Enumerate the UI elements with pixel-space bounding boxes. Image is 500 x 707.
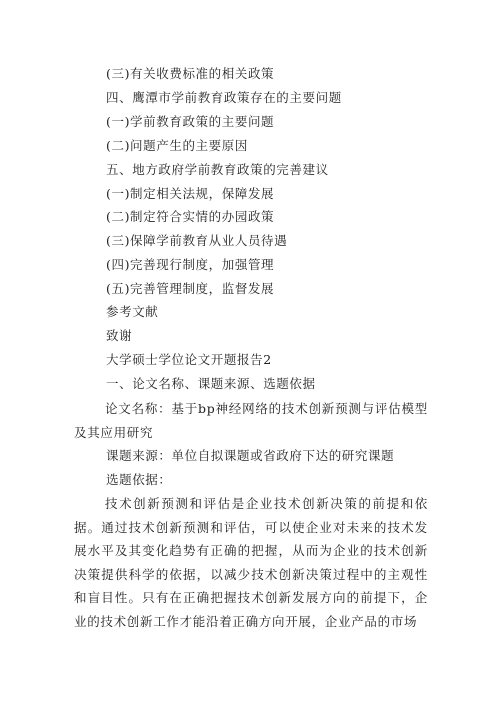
topic-source-line: 课题来源：单位自拟课题或省政府下达的研究课题 bbox=[106, 448, 395, 463]
outline-item: (三)有关收费标准的相关政策 bbox=[106, 66, 275, 81]
report-title: 大学硕士学位论文开题报告2 bbox=[106, 352, 272, 367]
topic-basis-label: 选题依据： bbox=[106, 472, 172, 487]
outline-item: (一)学前教育政策的主要问题 bbox=[106, 114, 275, 129]
outline-item: (一)制定相关法规，保障发展 bbox=[106, 186, 275, 201]
thesis-title-paragraph: 论文名称：基于bp神经网络的技术创新预测与评估模型及其应用研究 bbox=[74, 401, 428, 440]
outline-section-heading: 五、地方政府学前教育政策的完善建议 bbox=[106, 162, 329, 177]
acknowledgements-heading: 致谢 bbox=[106, 328, 133, 343]
section-heading: 一、论文名称、课题来源、选题依据 bbox=[106, 376, 316, 391]
outline-item: (四)完善现行制度，加强管理 bbox=[106, 257, 275, 272]
body-paragraph: 技术创新预测和评估是企业技术创新决策的前提和依据。通过技术创新预测和评估，可以使企业对未来的技术发展水平及其变化趋势有正确的把握，从而为企业的技术创新决策提供科学的依据，以减少技术创新决策过程中的主观性和盲目性。只有在正确把握技术创新发展方向的前提下，企业的技术创新工作才能沿着正确方向开展，企业产品的市场 bbox=[74, 496, 428, 629]
outline-item: (二)问题产生的主要原因 bbox=[106, 138, 248, 153]
outline-item: (二)制定符合实情的办园政策 bbox=[106, 209, 275, 224]
references-heading: 参考文献 bbox=[106, 304, 159, 319]
outline-section-heading: 四、鹰潭市学前教育政策存在的主要问题 bbox=[106, 90, 342, 105]
outline-item: (三)保障学前教育从业人员待遇 bbox=[106, 233, 288, 248]
outline-item: (五)完善管理制度，监督发展 bbox=[106, 281, 275, 296]
